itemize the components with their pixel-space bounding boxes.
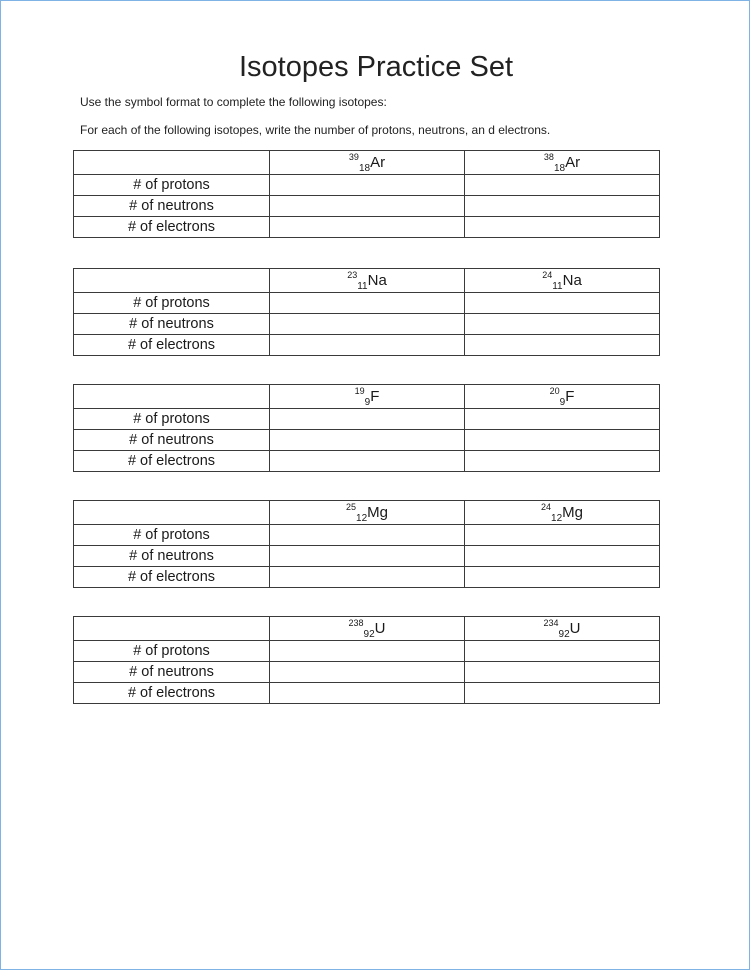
isotope-table — [73, 500, 660, 588]
answer-row — [74, 430, 660, 451]
isotope-symbol — [355, 387, 380, 408]
answer-row — [74, 409, 660, 430]
mass-number: 24 — [542, 269, 553, 280]
answer-cell[interactable] — [465, 430, 660, 451]
row-label: # of neutrons — [74, 314, 270, 335]
isotope-header-row — [74, 269, 660, 293]
row-label: # of protons — [74, 175, 270, 196]
mass-number: 23 — [347, 269, 358, 280]
isotope-header-row — [74, 151, 660, 175]
mass-number: 234 — [543, 617, 559, 628]
header-blank-cell — [74, 385, 270, 409]
answer-row — [74, 314, 660, 335]
answer-cell[interactable] — [465, 409, 660, 430]
isotope-symbol — [349, 619, 386, 640]
isotope-symbol — [550, 387, 575, 408]
mass-number: 19 — [354, 385, 365, 396]
mass-number: 25 — [346, 501, 357, 512]
isotope-table — [73, 616, 660, 704]
answer-cell[interactable] — [465, 196, 660, 217]
answer-cell[interactable] — [270, 525, 465, 546]
answer-cell[interactable] — [270, 683, 465, 704]
row-label: # of electrons — [74, 217, 270, 238]
header-blank-cell — [74, 269, 270, 293]
answer-cell[interactable] — [270, 409, 465, 430]
answer-cell[interactable] — [465, 525, 660, 546]
isotope-symbol-cell — [270, 269, 465, 293]
answer-cell[interactable] — [465, 451, 660, 472]
answer-row — [74, 335, 660, 356]
header-blank-cell — [74, 617, 270, 641]
element-symbol: Na — [562, 271, 582, 289]
answer-cell[interactable] — [270, 567, 465, 588]
answer-cell[interactable] — [465, 314, 660, 335]
mass-number: 20 — [549, 385, 560, 396]
answer-row — [74, 525, 660, 546]
answer-cell[interactable] — [465, 335, 660, 356]
answer-cell[interactable] — [270, 662, 465, 683]
atomic-number: 18 — [358, 162, 371, 174]
atomic-number: 92 — [558, 628, 570, 640]
element-symbol: U — [374, 619, 386, 637]
answer-row — [74, 546, 660, 567]
isotope-symbol-cell — [270, 617, 465, 641]
mass-number: 24 — [541, 501, 552, 512]
isotope-symbol-cell — [465, 151, 660, 175]
answer-cell[interactable] — [270, 217, 465, 238]
row-label: # of electrons — [74, 683, 270, 704]
isotope-header-row — [74, 501, 660, 525]
answer-row — [74, 683, 660, 704]
isotope-symbol — [349, 153, 385, 174]
row-label: # of neutrons — [74, 196, 270, 217]
isotope-symbol — [544, 153, 580, 174]
row-label: # of electrons — [74, 451, 270, 472]
answer-row — [74, 662, 660, 683]
isotope-header-row — [74, 385, 660, 409]
isotope-symbol-cell — [465, 501, 660, 525]
answer-row — [74, 196, 660, 217]
element-symbol: Na — [367, 271, 387, 289]
atomic-number: 11 — [357, 280, 368, 292]
answer-cell[interactable] — [270, 314, 465, 335]
answer-cell[interactable] — [270, 175, 465, 196]
atomic-number: 18 — [553, 162, 566, 174]
answer-cell[interactable] — [465, 175, 660, 196]
isotope-symbol — [346, 503, 388, 524]
mass-number: 238 — [348, 617, 364, 628]
atomic-number: 9 — [559, 396, 566, 408]
answer-row — [74, 567, 660, 588]
answer-cell[interactable] — [465, 293, 660, 314]
answer-cell[interactable] — [270, 546, 465, 567]
row-label: # of protons — [74, 641, 270, 662]
answer-cell[interactable] — [465, 662, 660, 683]
isotope-symbol-cell — [270, 501, 465, 525]
atomic-number: 9 — [364, 396, 371, 408]
row-label: # of neutrons — [74, 546, 270, 567]
isotope-symbol-cell — [465, 617, 660, 641]
answer-row — [74, 217, 660, 238]
isotope-header-row — [74, 617, 660, 641]
row-label: # of neutrons — [74, 430, 270, 451]
page-title: Isotopes Practice Set — [238, 51, 514, 83]
header-blank-cell — [74, 151, 270, 175]
element-symbol: Mg — [367, 503, 388, 521]
isotope-symbol — [541, 503, 583, 524]
answer-cell[interactable] — [465, 683, 660, 704]
row-label: # of electrons — [74, 567, 270, 588]
header-blank-cell — [74, 501, 270, 525]
isotope-table — [73, 384, 660, 472]
isotope-table — [73, 150, 660, 238]
answer-cell[interactable] — [270, 430, 465, 451]
element-symbol: Ar — [565, 153, 581, 171]
isotope-symbol-cell — [465, 385, 660, 409]
answer-row — [74, 175, 660, 196]
isotope-symbol — [542, 271, 582, 292]
mass-number: 39 — [348, 151, 359, 162]
isotope-symbol-cell — [465, 269, 660, 293]
row-label: # of electrons — [74, 335, 270, 356]
isotope-table — [73, 268, 660, 356]
row-label: # of protons — [74, 409, 270, 430]
atomic-number: 11 — [552, 280, 563, 292]
answer-cell[interactable] — [270, 641, 465, 662]
answer-cell[interactable] — [270, 196, 465, 217]
mass-number: 38 — [543, 151, 554, 162]
answer-cell[interactable] — [465, 546, 660, 567]
element-symbol: U — [569, 619, 581, 637]
atomic-number: 92 — [363, 628, 375, 640]
answer-row — [74, 641, 660, 662]
answer-cell[interactable] — [465, 217, 660, 238]
isotope-symbol — [544, 619, 581, 640]
atomic-number: 12 — [551, 512, 563, 524]
isotope-symbol — [347, 271, 387, 292]
isotope-symbol-cell — [270, 151, 465, 175]
row-label: # of protons — [74, 525, 270, 546]
element-symbol: Ar — [370, 153, 386, 171]
element-symbol: F — [565, 387, 575, 405]
answer-row — [74, 451, 660, 472]
answer-cell[interactable] — [270, 293, 465, 314]
isotope-symbol-cell — [270, 385, 465, 409]
instruction-count-particles: For each of the following isotopes, write the number of protons, neutrons, an d electrons. — [80, 123, 551, 137]
answer-row — [74, 293, 660, 314]
element-symbol: Mg — [562, 503, 583, 521]
element-symbol: F — [370, 387, 380, 405]
atomic-number: 12 — [356, 512, 368, 524]
row-label: # of protons — [74, 293, 270, 314]
answer-cell[interactable] — [465, 641, 660, 662]
answer-cell[interactable] — [270, 335, 465, 356]
answer-cell[interactable] — [270, 451, 465, 472]
instruction-symbol-format: Use the symbol format to complete the following isotopes: — [80, 95, 387, 109]
row-label: # of neutrons — [74, 662, 270, 683]
answer-cell[interactable] — [465, 567, 660, 588]
